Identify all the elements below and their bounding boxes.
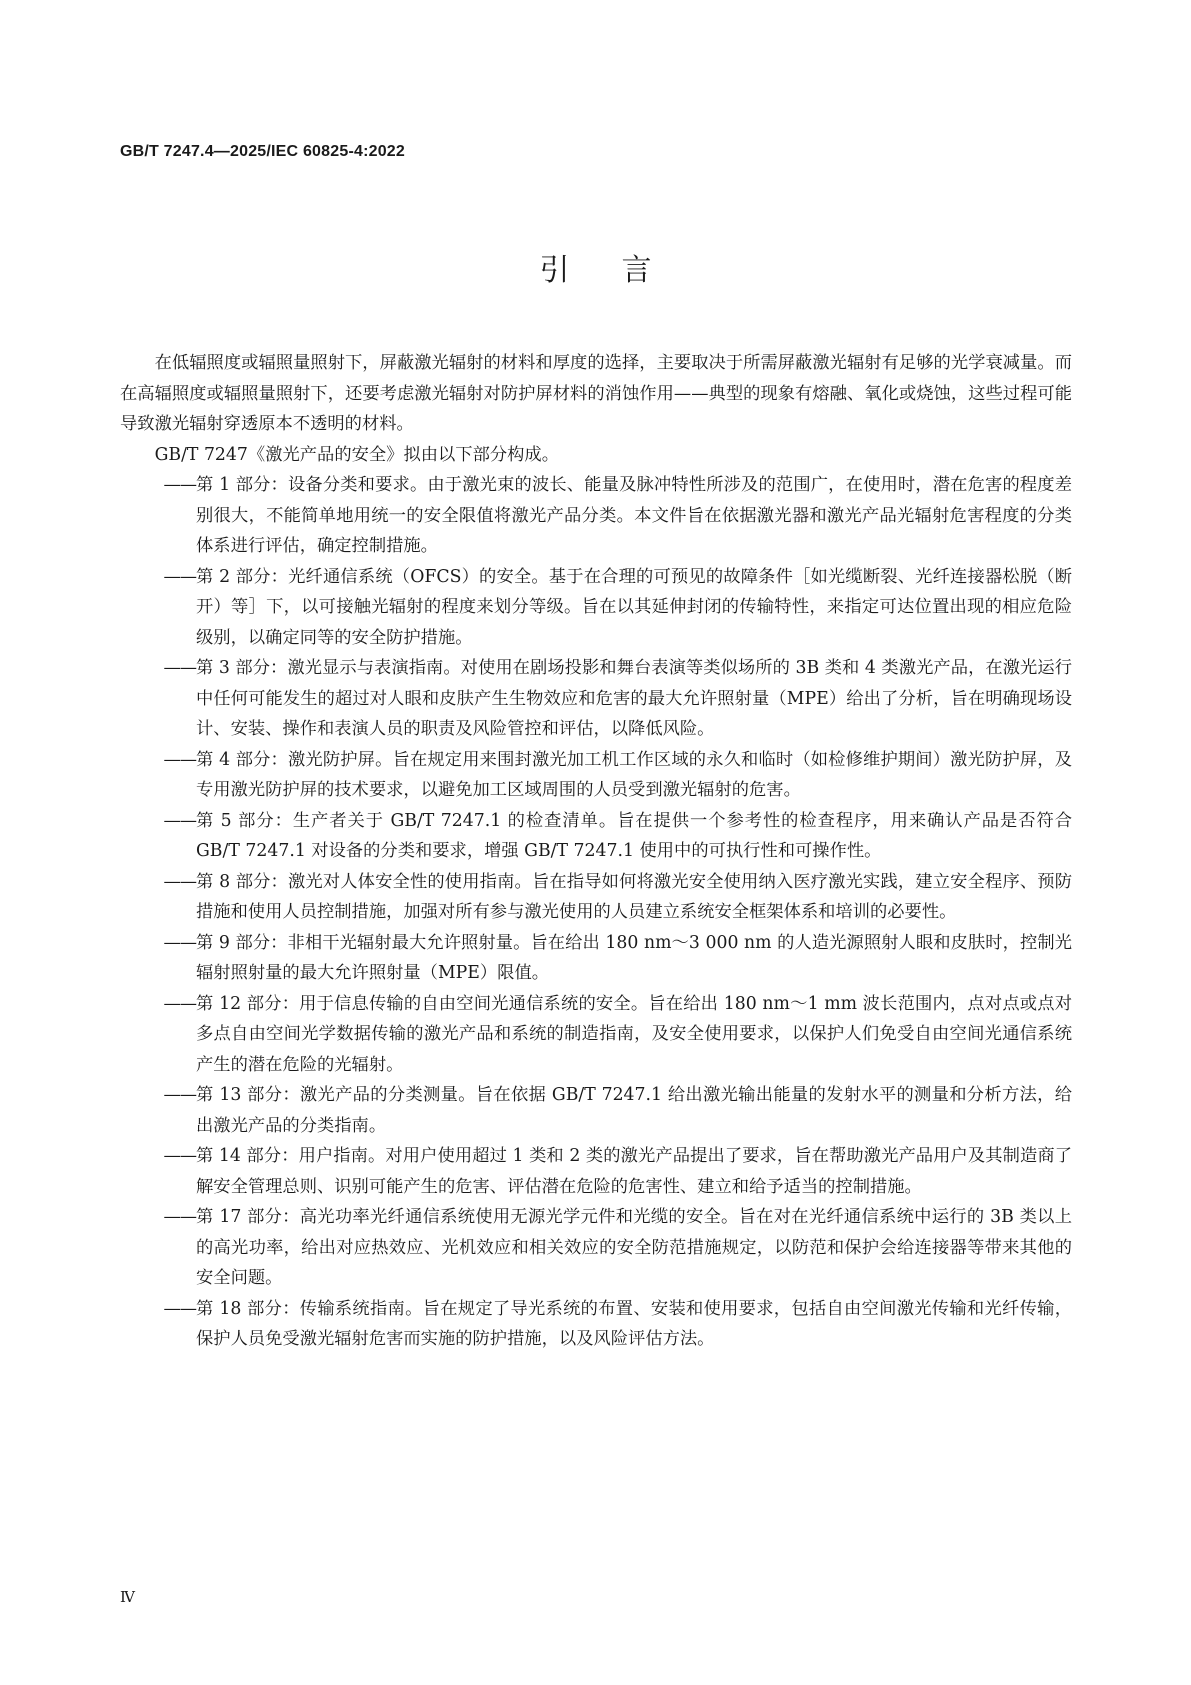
list-item-part-14 bbox=[120, 1141, 1072, 1202]
list-item-part-18 bbox=[120, 1294, 1072, 1355]
intro-paragraph: GB/T 7247《激光产品的安全》拟由以下部分构成。 bbox=[154, 444, 559, 465]
list-item-text: 第 8 部分：激光对人体安全性的使用指南。旨在指导如何将激光安全使用纳入医疗激光实践，建立安全程序、预防措施和使用人员控制措施，加强对所有参与激光使用的人员建立系统安全框架体系和培训的必要性。 bbox=[196, 871, 1072, 922]
list-item-part-8 bbox=[120, 867, 1072, 928]
list-item-text: 第 14 部分：用户指南。对用户使用超过 1 类和 2 类的激光产品提出了要求，旨在帮助激光产品用户及其制造商了解安全管理总则、识别可能产生的危害、评估潜在危险的危害性、建立和给予适当的控制措施。 bbox=[196, 1146, 1072, 1197]
dash-marker: —— bbox=[163, 1298, 196, 1319]
list-item-text: 第 5 部分：生产者关于 GB/T 7247.1 的检查清单。旨在提供一个参考性的检查程序，用来确认产品是否符合 GB/T 7247.1 对设备的分类和要求，增强 GB/T 7247.1 使用中的可执行性和可操作性。 bbox=[196, 810, 1072, 861]
dash-marker: —— bbox=[163, 1146, 196, 1166]
dash-marker: —— bbox=[163, 658, 196, 678]
list-item-text: 第 4 部分：激光防护屏。旨在规定用来围封激光加工机工作区域的永久和临时（如检修维护期间）激光防护屏，及专用激光防护屏的技术要求，以避免加工区域周围的人员受到激光辐射的危害。 bbox=[196, 749, 1072, 800]
dash-marker: —— bbox=[163, 566, 196, 587]
list-item-text: 第 3 部分：激光显示与表演指南。对使用在剧场投影和舞台表演等类似场所的 3B 类和 4 类激光产品，在激光运行中任何可能发生的超过对人眼和皮肤产生生物效应和危害的最大允许照射量（MPE）给出了分析，旨在明确现场设计、安装、操作和表演人员的职责及风险管控和评估，以降低风险。 bbox=[196, 658, 1072, 739]
list-item-part-3 bbox=[120, 653, 1072, 745]
dash-marker: —— bbox=[163, 993, 196, 1014]
list-item-text: 第 2 部分：光纤通信系统（OFCS）的安全。基于在合理的可预见的故障条件［如光缆断裂、光纤连接器松脱（断开）等］下，以可接触光辐射的程度来划分等级。旨在以其延伸封闭的传输特性，来指定可达位置出现的相应危险级别，以确定同等的安全防护措施。 bbox=[196, 566, 1072, 648]
page-number: Ⅳ bbox=[120, 1588, 135, 1606]
list-item-part-4 bbox=[120, 745, 1072, 806]
dash-marker: —— bbox=[163, 749, 196, 770]
list-item-part-13 bbox=[120, 1080, 1072, 1141]
dash-marker: —— bbox=[163, 871, 196, 892]
standard-number-header: GB/T 7247.4—2025/IEC 60825-4:2022 bbox=[120, 143, 405, 160]
list-item-part-5 bbox=[120, 806, 1072, 867]
dash-marker: —— bbox=[163, 810, 196, 831]
dash-marker: —— bbox=[163, 475, 196, 495]
list-item-part-12 bbox=[120, 989, 1072, 1081]
list-item-part-17 bbox=[120, 1202, 1072, 1294]
list-item-text: 第 1 部分：设备分类和要求。由于激光束的波长、能量及脉冲特性所涉及的范围广，在使用时，潜在危害的程度差别很大，不能简单地用统一的安全限值将激光产品分类。本文件旨在依据激光器和激光产品光辐射危害程度的分类体系进行评估，确定控制措施。 bbox=[196, 475, 1072, 556]
list-item-part-2 bbox=[120, 562, 1072, 654]
list-item-text: 第 17 部分：高光功率光纤通信系统使用无源光学元件和光缆的安全。旨在对在光纤通信系统中运行的 3B 类以上的高光功率，给出对应热效应、光机效应和相关效应的安全防范措施规定，以防范和保护会给连接器等带来其他的安全问题。 bbox=[196, 1207, 1072, 1288]
page-title: 引言 bbox=[539, 253, 704, 288]
dash-marker: —— bbox=[163, 932, 196, 953]
list-item-part-1 bbox=[120, 470, 1072, 562]
list-item-part-9 bbox=[120, 928, 1072, 989]
document-body bbox=[120, 348, 1072, 1355]
list-item-text: 第 9 部分：非相干光辐射最大允许照射量。旨在给出 180 nm～3 000 nm 的人造光源照射人眼和皮肤时，控制光辐射照射量的最大允许照射量（MPE）限值。 bbox=[196, 932, 1072, 983]
list-item-text: 第 12 部分：用于信息传输的自由空间光通信系统的安全。旨在给出 180 nm～1 mm 波长范围内，点对点或点对多点自由空间光学数据传输的激光产品和系统的制造指南，及安全使用要求，以保护人们免受自由空间光通信系统产生的潜在危险的光辐射。 bbox=[196, 993, 1072, 1075]
intro-paragraph: 在低辐照度或辐照量照射下，屏蔽激光辐射的材料和厚度的选择，主要取决于所需屏蔽激光辐射有足够的光学衰减量。而在高辐照度或辐照量照射下，还要考虑激光辐射对防护屏材料的消蚀作用——典型的现象有熔融、氧化或烧蚀，这些过程可能导致激光辐射穿透原本不透明的材料。 bbox=[120, 353, 1072, 434]
list-item-text: 第 18 部分：传输系统指南。旨在规定了导光系统的布置、安装和使用要求，包括自由空间激光传输和光纤传输，保护人员免受激光辐射危害而实施的防护措施，以及风险评估方法。 bbox=[196, 1298, 1072, 1349]
dash-marker: —— bbox=[163, 1207, 196, 1227]
dash-marker: —— bbox=[163, 1085, 196, 1105]
list-item-text: 第 13 部分：激光产品的分类测量。旨在依据 GB/T 7247.1 给出激光输出能量的发射水平的测量和分析方法，给出激光产品的分类指南。 bbox=[196, 1085, 1072, 1136]
